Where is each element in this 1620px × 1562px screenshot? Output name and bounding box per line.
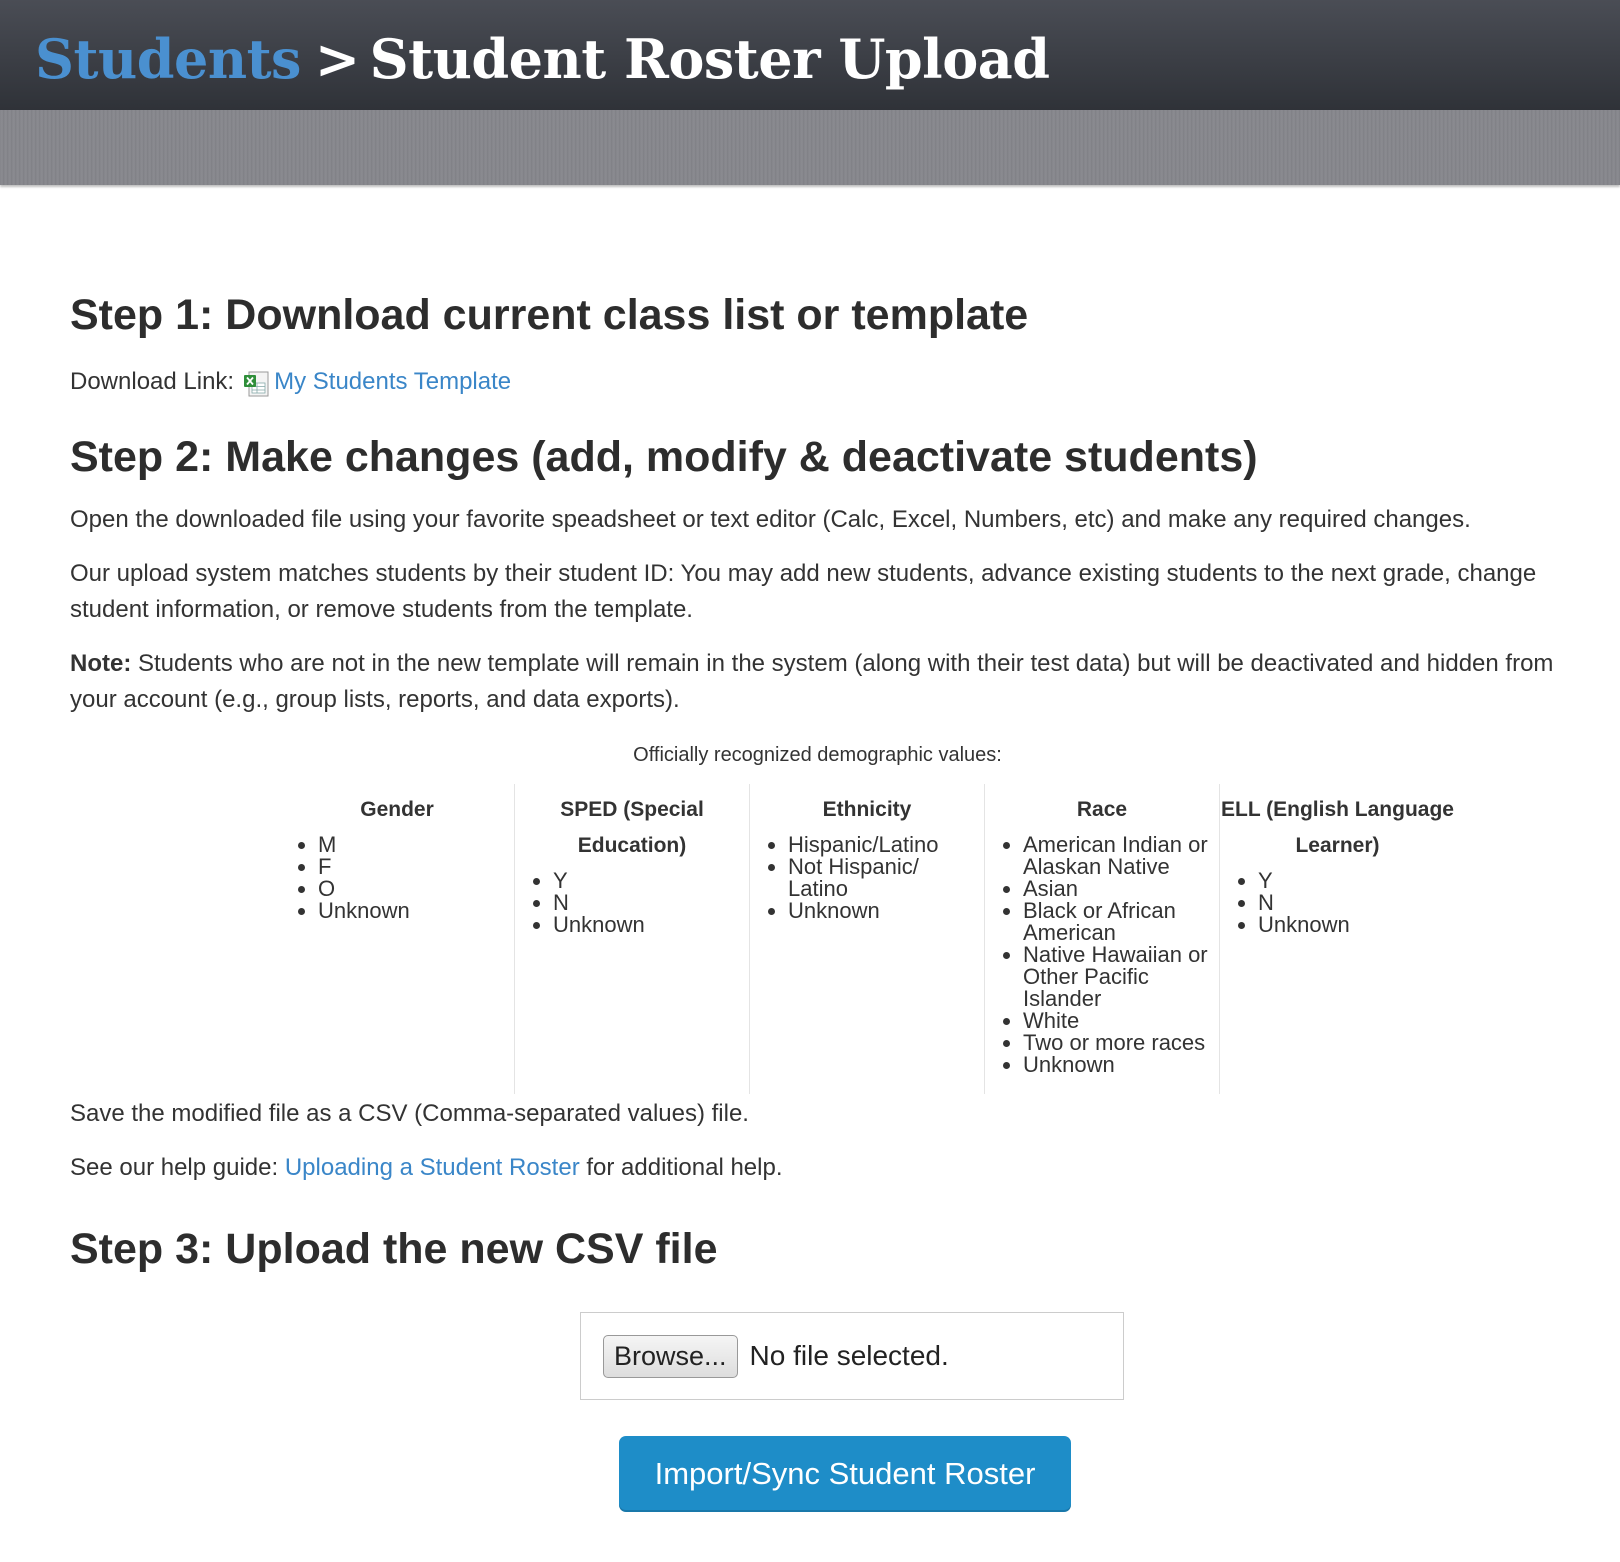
column-title: SPED (Special Education) xyxy=(560,798,704,857)
list-item: • Unknown xyxy=(318,900,514,922)
note-label: Note: xyxy=(70,650,132,677)
download-row xyxy=(70,360,1605,404)
main-content xyxy=(70,270,1605,1512)
step2-matching-info: Our upload system matches students by their student ID: You may add new students, advance existing students to the next grade, change student information, or remove students from the template. xyxy=(70,560,1537,623)
list-item: • White xyxy=(1023,1010,1219,1032)
list-item: • Unknown xyxy=(553,914,749,936)
download-label: Download Link: xyxy=(70,368,235,395)
help-suffix: for additional help. xyxy=(579,1154,783,1181)
help-prefix: See our help guide: xyxy=(70,1154,285,1181)
demographic-column-race xyxy=(985,784,1220,1094)
page-header xyxy=(0,0,1620,110)
file-upload-box xyxy=(580,1312,1124,1400)
step2-heading: Step 2: Make changes (add, modify & deactivate students) xyxy=(70,433,1258,481)
column-title: ELL (English Language Learner) xyxy=(1221,798,1454,857)
demographic-column-gender xyxy=(280,784,515,1094)
list-item: • American Indian or Alaskan Native xyxy=(1023,834,1219,878)
browse-button[interactable]: Browse... xyxy=(603,1335,738,1378)
uploading-roster-help-link[interactable]: Uploading a Student Roster xyxy=(284,1154,580,1181)
breadcrumb-students-link[interactable]: Students xyxy=(35,27,301,91)
note-text: Students who are not in the new template will remain in the system (along with their test data) but will be deactivated and hidden from your account (e.g., group lists, reports, and data exports). xyxy=(70,650,1554,713)
list-item: • Unknown xyxy=(1023,1054,1219,1076)
column-title: Gender xyxy=(360,798,434,821)
list-item: • O xyxy=(318,878,514,900)
list-item: • M xyxy=(318,834,514,856)
list-item: • Y xyxy=(553,870,749,892)
page-title xyxy=(35,24,1049,94)
column-title: Ethnicity xyxy=(822,798,912,821)
help-guide-text xyxy=(70,1150,1605,1186)
list-item: • Native Hawaiian or Other Pacific Islander xyxy=(1023,944,1219,1010)
breadcrumb-separator: > xyxy=(314,27,360,91)
demographics-caption: Officially recognized demographic values: xyxy=(633,744,1002,766)
step2-note xyxy=(70,646,1605,718)
list-item: • Asian xyxy=(1023,878,1219,900)
list-item: • Y xyxy=(1258,870,1455,892)
list-item: • F xyxy=(318,856,514,878)
spreadsheet-icon[interactable] xyxy=(242,369,272,399)
list-item: • Hispanic/Latino xyxy=(788,834,984,856)
import-sync-button[interactable]: Import/Sync Student Roster xyxy=(619,1436,1071,1512)
list-item: • Two or more races xyxy=(1023,1032,1219,1054)
list-item: • Black or African American xyxy=(1023,900,1219,944)
list-item: • N xyxy=(1258,892,1455,914)
step1-heading: Step 1: Download current class list or template xyxy=(70,291,1029,339)
file-status-text: No file selected. xyxy=(749,1340,949,1371)
breadcrumb-current: Student Roster Upload xyxy=(369,27,1050,91)
column-title: Race xyxy=(1076,798,1128,821)
list-item: • Unknown xyxy=(1258,914,1455,936)
demographic-column-sped xyxy=(515,784,750,1094)
step2-instructions: Open the downloaded file using your favorite speadsheet or text editor (Calc, Excel, Numbers, etc) and make any required changes. xyxy=(70,506,1471,533)
list-item: • N xyxy=(553,892,749,914)
list-item: • Unknown xyxy=(788,900,984,922)
my-students-template-link[interactable]: My Students Template xyxy=(274,368,512,395)
header-subbar xyxy=(0,110,1620,185)
demographic-column-ethnicity xyxy=(750,784,985,1094)
demographics-table xyxy=(280,784,1470,1094)
save-csv-instruction: Save the modified file as a CSV (Comma-separated values) file. xyxy=(70,1100,749,1127)
list-item: • Not Hispanic/ Latino xyxy=(788,856,984,900)
step3-heading: Step 3: Upload the new CSV file xyxy=(70,1225,718,1273)
demographic-column-ell xyxy=(1220,784,1455,1094)
